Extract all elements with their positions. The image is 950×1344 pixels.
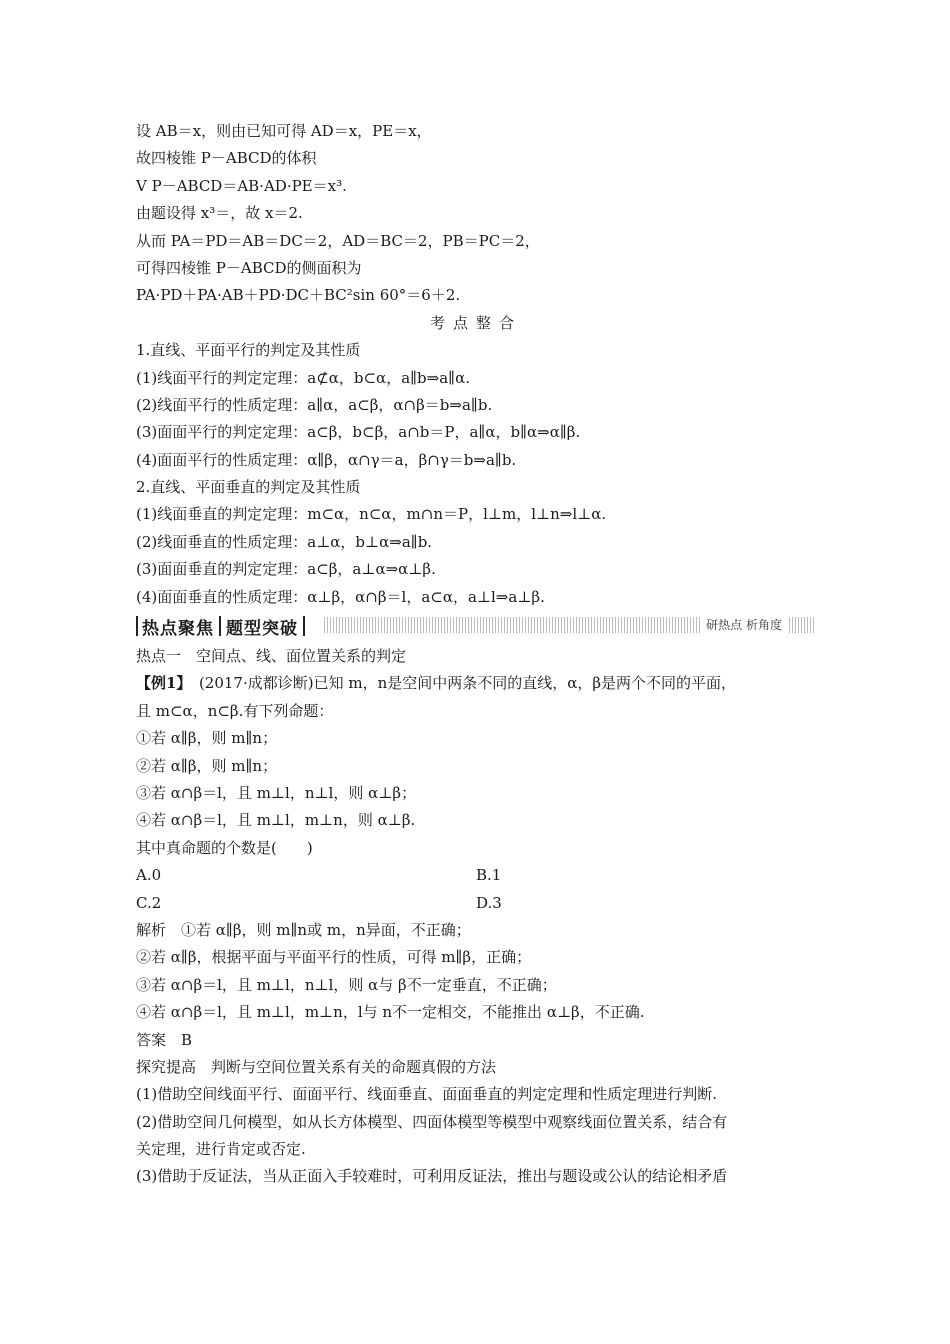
banner-tag: 研热点 析角度 [700, 614, 788, 636]
proposition-item: ②若 α∥β，则 m∥n； [136, 756, 278, 775]
text-line: V P－ABCD＝AB·AD·PE＝x³. [136, 176, 347, 195]
explore-line: (1)借助空间线面平行、面面平行、线面垂直、面面垂直的判定定理和性质定理进行判断. [136, 1085, 718, 1104]
banner-title [136, 615, 310, 637]
question-line: 其中真命题的个数是( ) [136, 838, 313, 857]
section-title: 考点整合 [429, 313, 522, 332]
theory-line: 2.直线、平面垂直的判定及其性质 [136, 478, 361, 497]
banner-title-a: 热点聚焦 [142, 618, 214, 639]
options-row [136, 890, 816, 917]
section-banner [136, 613, 816, 641]
option-d: D.3 [476, 893, 502, 912]
text-line: 故四棱锥 P－ABCD的体积 [136, 149, 317, 168]
answer-line: 答案 B [136, 1030, 193, 1049]
theory-line: (4)面面垂直的性质定理：α⊥β，α∩β＝l，a⊂α，a⊥l⇒a⊥β. [136, 587, 545, 606]
text-line: 由题设得 x³＝，故 x＝2. [136, 204, 303, 223]
solution-line: 解析 ①若 α∥β，则 m∥n或 m，n异面，不正确； [136, 920, 471, 939]
text-line: 从而 PA＝PD＝AB＝DC＝2，AD＝BC＝2，PB＝PC＝2， [136, 231, 540, 250]
banner-divider [136, 616, 138, 636]
solution-line: ②若 α∥β，根据平面与平面平行的性质，可得 m∥β，正确； [136, 948, 532, 967]
banner-divider [303, 616, 305, 636]
theory-line: (1)线面平行的判定定理：a⊄α，b⊂α，a∥b⇒a∥α. [136, 368, 471, 387]
option-b: B.1 [476, 866, 502, 885]
explore-line: (3)借助于反证法，当从正面入手较难时，可利用反证法，推出与题设或公认的结论相矛盾 [136, 1167, 728, 1186]
text-line: PA·PD＋PA·AB＋PD·DC＋BC²sin 60°＝6＋2. [136, 286, 461, 305]
solution-line: ③若 α∩β＝l，且 m⊥l，n⊥l，则 α与 β不一定垂直，不正确； [136, 975, 557, 994]
option-c: C.2 [136, 893, 162, 912]
proposition-item: ①若 α∥β，则 m∥n； [136, 729, 278, 748]
theory-line: 1.直线、平面平行的判定及其性质 [136, 341, 361, 360]
banner-divider [219, 616, 221, 636]
proposition-item: ③若 α∩β＝l，且 m⊥l，n⊥l，则 α⊥β； [136, 783, 417, 802]
theory-line: (3)面面垂直的判定定理：a⊂β，a⊥α⇒α⊥β. [136, 560, 436, 579]
solution-line: ④若 α∩β＝l，且 m⊥l，m⊥n，l与 n不一定相交，不能推出 α⊥β，不正确. [136, 1003, 645, 1022]
theory-line: (1)线面垂直的判定定理：m⊂α，n⊂α，m∩n＝P，l⊥m，l⊥n⇒l⊥α. [136, 505, 607, 524]
example-line [136, 670, 816, 697]
example-text: (2017·成都诊断)已知 m，n是空间中两条不同的直线，α，β是两个不同的平面， [183, 674, 737, 693]
example-line: 且 m⊂α，n⊂β.有下列命题： [136, 701, 334, 720]
banner-title-b: 题型突破 [226, 618, 298, 639]
theory-line: (2)线面平行的性质定理：a∥α，a⊂β，α∩β＝b⇒a∥b. [136, 395, 493, 414]
text-line: 设 AB＝x，则由已知可得 AD＝x，PE＝x， [136, 122, 432, 140]
theory-line: (4)面面平行的性质定理：α∥β，α∩γ＝a，β∩γ＝b⇒a∥b. [136, 450, 517, 469]
explore-line: 关定理，进行肯定或否定. [136, 1140, 306, 1159]
option-a: A.0 [136, 866, 162, 885]
explore-line: (2)借助空间几何模型，如从长方体模型、四面体模型等模型中观察线面位置关系，结合有 [136, 1112, 728, 1131]
options-row [136, 862, 816, 889]
example-label: 【例1】 [136, 674, 184, 693]
explore-line: 探究提高 判断与空间位置关系有关的命题真假的方法 [136, 1057, 497, 1076]
proposition-item: ④若 α∩β＝l，且 m⊥l，m⊥n，则 α⊥β. [136, 811, 416, 830]
text-line: 可得四棱锥 P－ABCD的侧面积为 [136, 258, 362, 277]
theory-line: (3)面面平行的判定定理：a⊂β，b⊂β，a∩b＝P，a∥α，b∥α⇒α∥β. [136, 423, 581, 442]
theory-line: (2)线面垂直的性质定理：a⊥α，b⊥α⇒a∥b. [136, 532, 433, 551]
document-page [136, 118, 816, 1191]
hot-topic-title: 热点一 空间点、线、面位置关系的判定 [136, 647, 407, 666]
